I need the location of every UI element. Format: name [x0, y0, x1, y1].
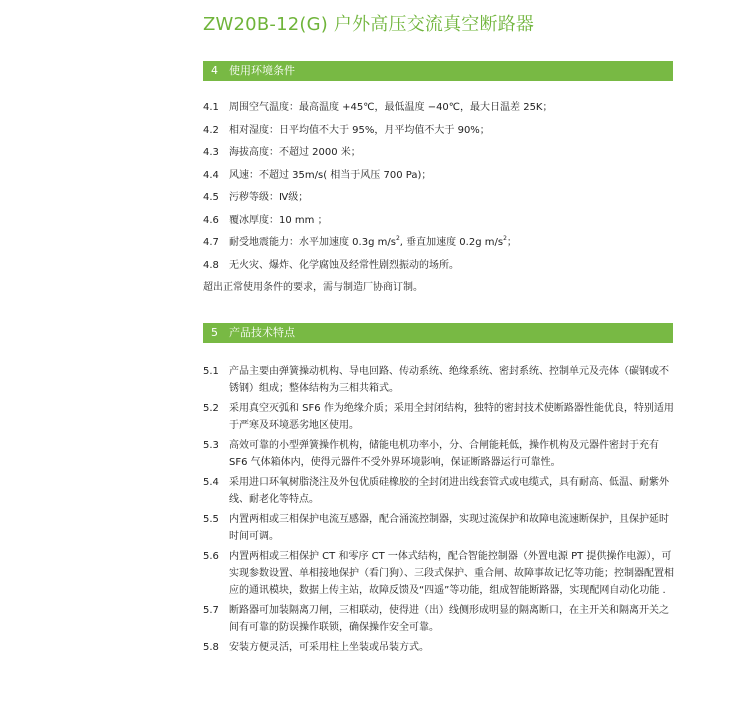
section-heading: 产品技术特点 [229, 326, 295, 339]
item-number: 4.8 [203, 259, 219, 271]
section-number: 5 [211, 326, 218, 339]
list-item [203, 212, 675, 229]
list-item [203, 234, 675, 251]
item-text: 无火灾、爆炸、化学腐蚀及经常性剧烈振动的场所。 [229, 259, 459, 271]
item-number: 4.1 [203, 102, 219, 113]
item-text: 覆冰厚度：10 mm ； [229, 214, 328, 226]
item-text: 高效可靠的小型弹簧操作机构，储能电机功率小，分、合闸能耗低，操作机构及元器件密封于充有 SF6 气体箱体内，使得元器件不受外界环境影响，保证断路器运行可靠性。 [229, 440, 659, 468]
list-item [203, 511, 675, 545]
list-item [203, 602, 675, 636]
item-text-part: 耐受地震能力：水平加速度 0.3g m/s [229, 237, 396, 248]
list-item [203, 363, 675, 397]
item-number: 5.6 [203, 551, 219, 562]
item-number: 4.3 [203, 147, 219, 158]
item-number: 4.7 [203, 237, 219, 248]
item-text: 污秽等级：Ⅳ级； [229, 192, 309, 203]
list-item [203, 437, 675, 471]
list-item [203, 548, 675, 599]
section-header-4 [203, 61, 673, 81]
list-item [203, 189, 675, 206]
item-number: 4.4 [203, 169, 219, 181]
item-text: 内置两相或三相保护 CT 和零序 CT 一体式结构，配合智能控制器（外置电源 PT 提供操作电源），可实现参数设置、单相接地保护（看门狗）、三段式保护、重合闸、故障事故记忆等功能；控制器配置相应的通讯模块，数据上传主站，故障反馈及“四遥”等功能，组成智能断路器，实现配网自动化功能 . [229, 551, 674, 596]
item-number: 5.1 [203, 366, 219, 377]
item-text: 相对湿度：日平均值不大于 95%，月平均值不大于 90%； [229, 124, 490, 136]
superscript: 2 [395, 235, 400, 242]
list-item [203, 167, 675, 184]
item-text: 断路器可加装隔离刀闸，三相联动，使得进（出）线侧形成明显的隔离断口，在主开关和隔离开关之间有可靠的防误操作联锁，确保操作安全可靠。 [229, 605, 669, 633]
item-number: 5.4 [203, 477, 219, 488]
item-number: 4.2 [203, 124, 219, 136]
conditions-note: 超出正常使用条件的要求，需与制造厂协商订制。 [203, 282, 423, 293]
item-number: 5.5 [203, 514, 219, 525]
superscript: 2 [503, 235, 507, 242]
item-text-part: , 垂直加速度 0.2g m/s [399, 237, 504, 248]
list-item [203, 639, 675, 656]
list-item [203, 144, 675, 161]
list-item [203, 400, 675, 434]
item-text: 产品主要由弹簧操动机构、导电回路、传动系统、绝缘系统、密封系统、控制单元及壳体（碳钢或不锈钢）组成；整体结构为三相共箱式。 [229, 366, 669, 394]
section-header-5 [203, 323, 673, 343]
list-item [203, 257, 675, 274]
item-text: 内置两相或三相保护电流互感器，配合涌流控制器，实现过流保护和故障电流速断保护，且保护延时时间可调。 [229, 514, 669, 542]
item-number: 5.8 [203, 642, 219, 653]
item-text: 海拔高度：不超过 2000 米； [229, 147, 361, 158]
item-text: 风速：不超过 35m/s( 相当于风压 700 Pa)； [229, 169, 432, 181]
section-number: 4 [211, 64, 218, 77]
item-text: 采用进口环氧树脂浇注及外包优质硅橡胶的全封闭进出线套管式或电缆式，具有耐高、低温、耐紫外线、耐老化等特点。 [229, 477, 669, 505]
item-text: 安装方便灵活，可采用柱上坐装或吊装方式。 [229, 642, 429, 653]
environment-conditions-list [203, 99, 675, 274]
technical-features-list [203, 363, 675, 656]
list-item [203, 474, 675, 508]
list-item [203, 122, 675, 139]
item-text: 周围空气温度：最高温度 +45℃，最低温度 −40℃，最大日温差 25K； [229, 102, 553, 113]
item-number: 4.5 [203, 192, 219, 203]
item-text [229, 234, 675, 251]
item-number: 4.6 [203, 214, 219, 226]
page-title: ZW20B-12(G) 户外高压交流真空断路器 [203, 14, 535, 35]
item-text-part: ； [506, 237, 517, 248]
item-text: 采用真空灭弧和 SF6 作为绝缘介质；采用全封闭结构，独特的密封技术使断路器性能优良，特别适用于严寒及环境恶劣地区使用。 [229, 403, 674, 431]
item-number: 5.7 [203, 605, 219, 616]
list-item [203, 99, 675, 116]
item-number: 5.3 [203, 440, 219, 451]
section-heading: 使用环境条件 [229, 64, 295, 77]
item-number: 5.2 [203, 403, 219, 414]
